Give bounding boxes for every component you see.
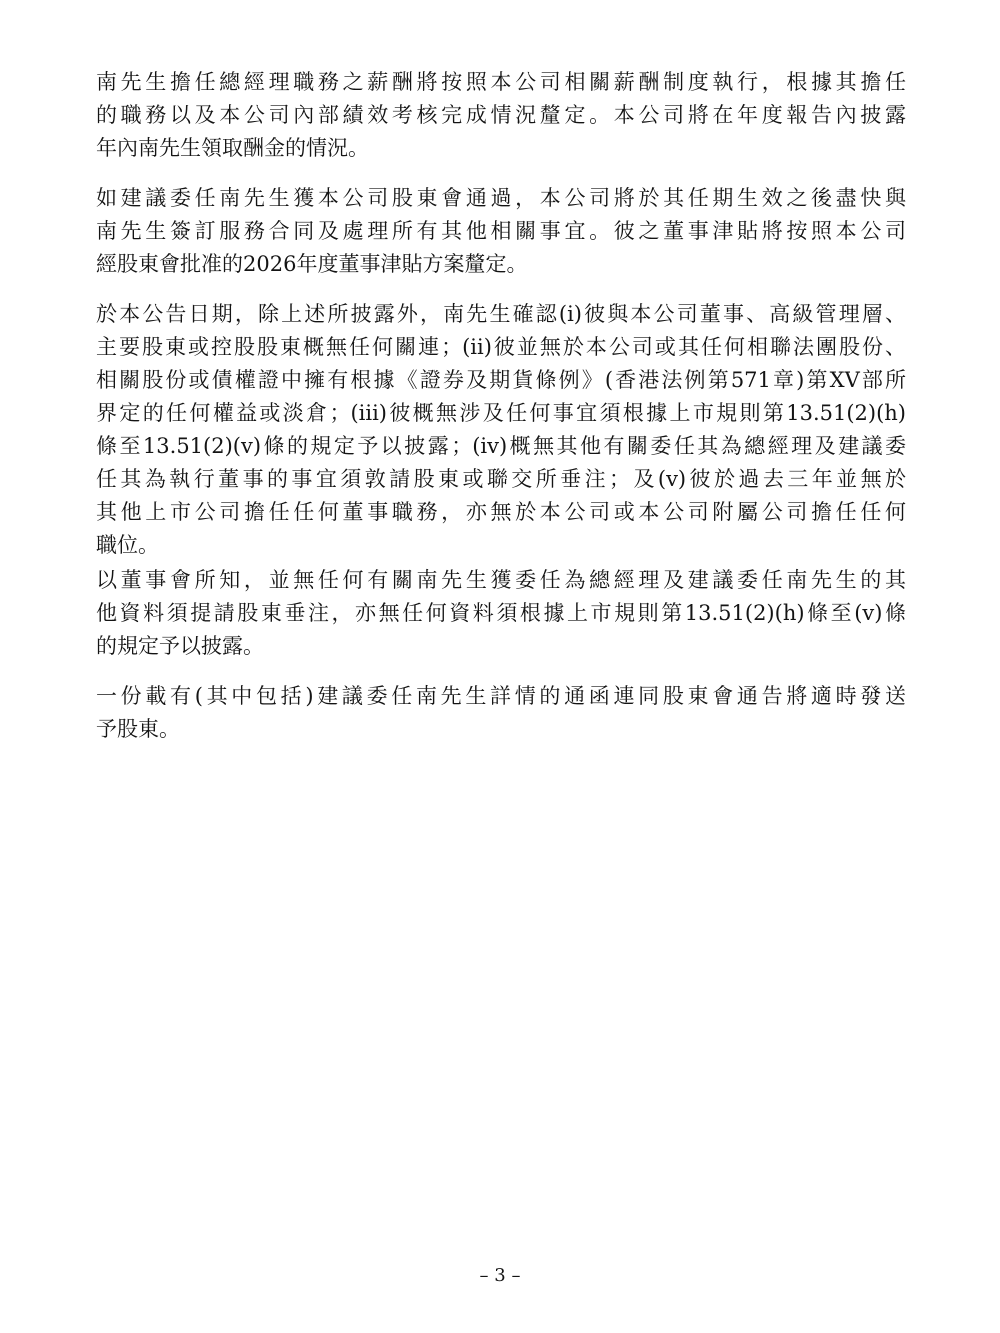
paragraph-line: 年內南先生領取酬金的情況。 xyxy=(96,136,369,160)
page-number: – 3 – xyxy=(479,1265,521,1286)
paragraph-line: 其他上市公司擔任任何董事職務，亦無於本公司或本公司附屬公司擔任任何 xyxy=(96,500,906,524)
paragraph-line: 於本公告日期，除上述所披露外，南先生確認(i)彼與本公司董事、高級管理層、 xyxy=(96,302,906,326)
paragraph-line: 的規定予以披露。 xyxy=(96,634,264,658)
paragraph-line: 如建議委任南先生獲本公司股東會通過，本公司將於其任期生效之後盡快與 xyxy=(96,186,906,210)
paragraph-line: 相關股份或債權證中擁有根據《證券及期貨條例》(香港法例第571章)第XV部所 xyxy=(96,368,906,392)
paragraph-line: 以董事會所知，並無任何有關南先生獲委任為總經理及建議委任南先生的其 xyxy=(96,568,906,592)
paragraph-line: 的職務以及本公司內部績效考核完成情況釐定。本公司將在年度報告內披露 xyxy=(96,103,906,127)
paragraph-remuneration xyxy=(96,66,906,165)
paragraph-service-contract xyxy=(96,182,906,281)
paragraph-board-knowledge xyxy=(96,564,906,663)
paragraph-line: 予股東。 xyxy=(96,717,180,741)
paragraph-line: 南先生擔任總經理職務之薪酬將按照本公司相關薪酬制度執行，根據其擔任 xyxy=(96,70,906,94)
paragraph-line: 職位。 xyxy=(96,533,159,557)
paragraph-circular xyxy=(96,680,906,746)
paragraph-line: 他資料須提請股東垂注，亦無任何資料須根據上市規則第13.51(2)(h)條至(v)條 xyxy=(96,601,906,625)
paragraph-line: 條至13.51(2)(v)條的規定予以披露；(iv)概無其他有關委任其為總經理及建議委 xyxy=(96,434,906,458)
paragraph-line: 任其為執行董事的事宜須敦請股東或聯交所垂注；及(v)彼於過去三年並無於 xyxy=(96,467,906,491)
paragraph-line: 界定的任何權益或淡倉；(iii)彼概無涉及任何事宜須根據上市規則第13.51(2)(h) xyxy=(96,401,906,425)
paragraph-line: 南先生簽訂服務合同及處理所有其他相關事宜。彼之董事津貼將按照本公司 xyxy=(96,219,906,243)
paragraph-line: 一份載有(其中包括)建議委任南先生詳情的通函連同股東會通告將適時發送 xyxy=(96,684,906,708)
paragraph-confirmations xyxy=(96,298,906,562)
paragraph-line: 主要股東或控股股東概無任何關連；(ii)彼並無於本公司或其任何相聯法團股份、 xyxy=(96,335,906,359)
paragraph-line: 經股東會批准的2026年度董事津貼方案釐定。 xyxy=(96,252,528,276)
